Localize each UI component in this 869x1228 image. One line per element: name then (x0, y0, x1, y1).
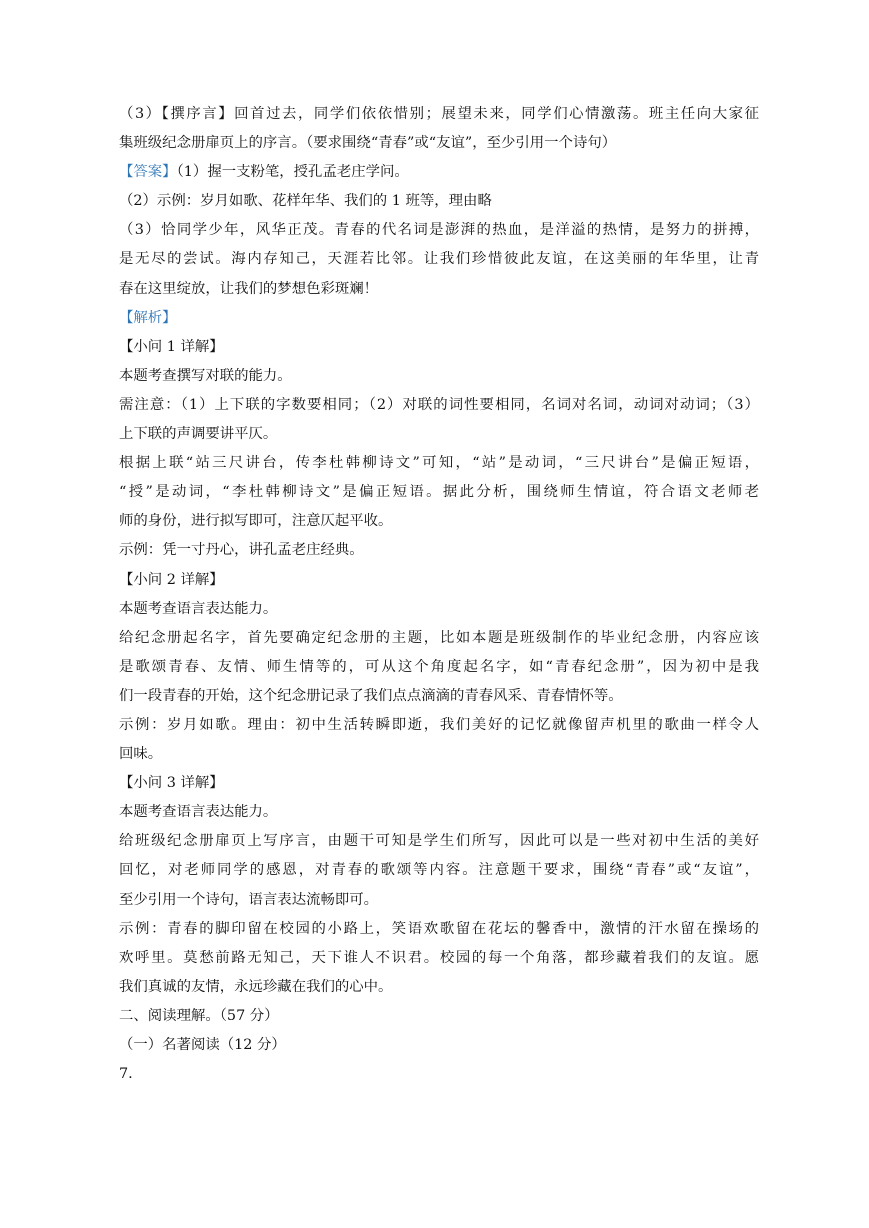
part2-subtitle: （一）名著阅读（12 分） (119, 1037, 286, 1053)
q3-paragraph: 给班级纪念册扉页上写序言，由题干可知是学生们所写，因此可以是一些对初中生活的美好 (119, 833, 759, 850)
q2-paragraph: 给纪念册起名字，首先要确定纪念册的主题，比如本题是班级制作的毕业纪念册，内容应该 (119, 629, 759, 646)
q2-example: 示例：岁月如歌。理由：初中生活转瞬即逝，我们美好的记忆就像留声机里的歌曲一样令人 (119, 716, 759, 733)
q3-example: 示例：青春的脚印留在校园的小路上，笑语欢歌留在花坛的馨香中，激情的汗水留在操场的 (119, 920, 759, 937)
q2-paragraph: 本题考查语言表达能力。 (119, 600, 278, 617)
q1-example: 示例：凭一寸丹心，讲孔孟老庄经典。 (119, 542, 364, 559)
q3-paragraph: 回忆，对老师同学的感恩，对青春的歌颂等内容。注意题干要求，围绕“青春”或“友谊”， (119, 862, 759, 879)
answer-3-line: 春在这里绽放，让我们的梦想色彩斑斓！ (119, 280, 379, 297)
q1-paragraph: “授”是动词，“李杜韩柳诗文”是偏正短语。据此分析，围绕师生情谊，符合语文老师老 (119, 484, 759, 501)
q3-example: 欢呼里。莫愁前路无知己，天下谁人不识君。校园的每一个角落，都珍藏着我们的友谊。愿 (119, 949, 759, 966)
q3-paragraph: 至少引用一个诗句，语言表达流畅即可。 (119, 891, 379, 908)
question-number: 7. (119, 1066, 133, 1083)
answer-tag: 【答案】 (119, 164, 177, 181)
q1-paragraph: 上下联的声调要讲平仄。 (119, 426, 278, 443)
q3-heading: 【小问 3 详解】 (119, 775, 224, 792)
q1-paragraph: 需注意：（1）上下联的字数要相同；（2）对联的词性要相同，名词对名词，动词对动词；（3） (119, 396, 759, 413)
answer-2-text: （2）示例：岁月如歌、花样年华、我们的 1 班等，理由略 (119, 193, 492, 210)
q3-example: 我们真诚的友情，永远珍藏在我们的心中。 (119, 978, 393, 995)
q3-prompt-line: （3）【撰序言】回首过去，同学们依依惜别；展望未来，同学们心情激荡。班主任向大家征 (119, 106, 759, 122)
q2-heading: 【小问 2 详解】 (119, 571, 224, 588)
q2-example: 回味。 (119, 746, 163, 763)
answer-1-text: （1）握一支粉笔，授孔孟老庄学问。 (176, 164, 409, 181)
analysis-tag: 【解析】 (119, 309, 177, 326)
q2-paragraph: 们一段青春的开始，这个纪念册记录了我们点点滴滴的青春风采、青春情怀等。 (119, 687, 623, 704)
q2-paragraph: 是歌颂青春、友情、师生情等的，可从这个角度起名字，如“青春纪念册”，因为初中是我 (119, 658, 759, 675)
answer-3-line: 是无尽的尝试。海内存知己，天涯若比邻。让我们珍惜彼此友谊，在这美丽的年华里，让青 (119, 251, 759, 268)
q3-prompt-line: 集班级纪念册扉页上的序言。（要求围绕“青春”或“友谊”，至少引用一个诗句） (119, 135, 617, 152)
document-body (119, 100, 759, 1089)
q1-paragraph: 根据上联“站三尺讲台，传李杜韩柳诗文”可知，“站”是动词，“三尺讲台”是偏正短语， (119, 455, 759, 472)
answer-line (119, 158, 759, 187)
q1-heading: 【小问 1 详解】 (119, 338, 224, 355)
q1-paragraph: 师的身份，进行拟写即可，注意仄起平收。 (119, 513, 393, 530)
q3-paragraph: 本题考查语言表达能力。 (119, 804, 278, 821)
part2-title: 二、阅读理解。（57 分） (119, 1007, 279, 1024)
q1-paragraph: 本题考查撰写对联的能力。 (119, 367, 292, 384)
answer-3-line: （3）恰同学少年，风华正茂。青春的代名词是澎湃的热血，是洋溢的热情，是努力的拼搏， (119, 222, 759, 239)
